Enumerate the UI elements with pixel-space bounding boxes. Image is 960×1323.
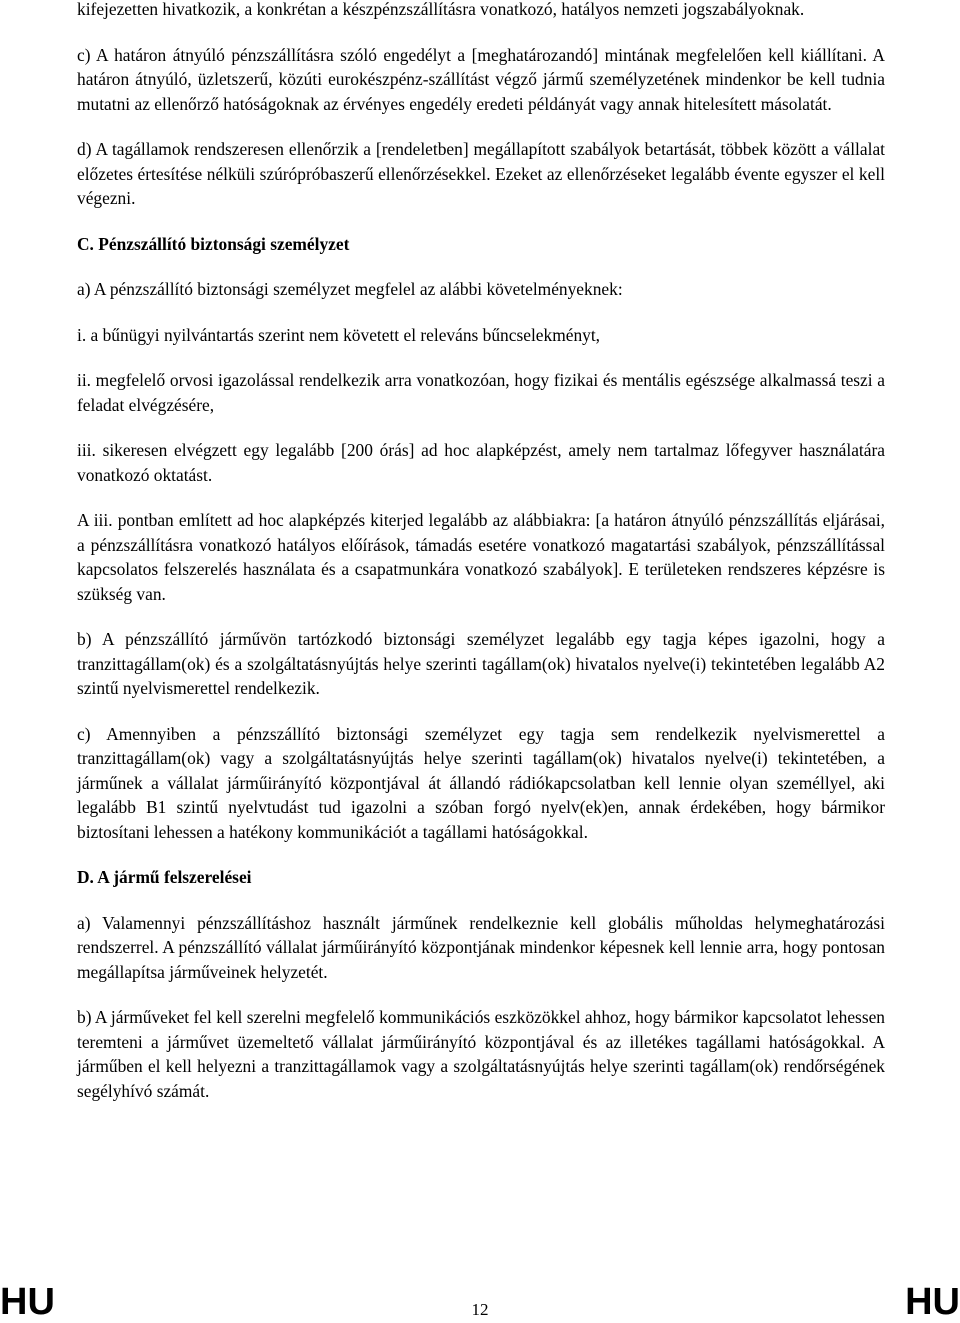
- paragraph-d-a: a) Valamennyi pénzszállításhoz használt járműnek rendelkeznie kell globális műholdas helymeghatározási rendszerrel. A pénzszállító vállalat járműirányító központjának mindenkor képesnek kell lennie arra, hogy pontosan megállapítsa járműveinek helyzetét.: [77, 912, 885, 982]
- footer-language-right: HU: [905, 1281, 960, 1323]
- paragraph-c-b: b) A pénzszállító járművön tartózkodó biztonsági személyzet legalább egy tagja képes igazolni, hogy a tranzittagállam(ok) és a szolgáltatásnyújtás helye szerinti tagállam(ok) hivatalos nyelve(i) tekintetében legalább A2 szintű nyelvismerettel rendelkezik.: [77, 629, 885, 698]
- paragraph-c-license: c) A határon átnyúló pénzszállításra szóló engedélyt a [meghatározandó] mintának megfelelően kell kiállítani. A határon átnyúló, üzletszerű, közúti eurokészpénz-szállítást végző jármű személyzetének mindenkor be kell tudnia mutatni az ellenőrző hatóságoknak az érvényes engedély eredeti példányát vagy annak hitelesített másolatát.: [77, 44, 885, 114]
- document-page: [77, 0, 885, 1103]
- paragraph-c-a: a) A pénzszállító biztonsági személyzet megfelel az alábbi követelményeknek:: [77, 279, 623, 299]
- page-number: 12: [471, 1300, 489, 1319]
- paragraph-d-b: b) A járműveket fel kell szerelni megfelelő kommunikációs eszközökkel ahhoz, hogy bármikor kapcsolatot lehessen teremteni a járművet üzemeltető vállalat járműirányító központjával és az illetékes tagállami hatóságokkal. A járműben el kell helyezni a tranzittagállamok vagy a szolgáltatásnyújtás helye szerinti tagállam(ok) rendőrségének segélyhívó számát.: [77, 1007, 885, 1101]
- section-d-heading: D. A jármű felszerelései: [77, 867, 252, 887]
- paragraph-intro-continuation: kifejezetten hivatkozik, a konkrétan a készpénzszállításra vonatkozó, hatályos nemzeti jogszabályoknak.: [77, 0, 805, 19]
- paragraph-c-c: c) Amennyiben a pénzszállító biztonsági személyzet egy tagja sem rendelkezik nyelvismerettel a tranzittagállam(ok) vagy a szolgáltatásnyújtás helye szerinti tagállam(ok) hivatalos nyelve(i) tekintetében, a járműnek a vállalat járműirányító központjával át állandó rádiókapcsolatban kell lennie olyan személlyel, aki legalább B1 szintű nyelvtudást tud igazolni a szóban forgó nyelv(ek)en, annak érdekében, hogy bármikor biztosítani lehessen a hatékony kommunikációt a tagállami hatóságokkal.: [77, 723, 885, 842]
- section-c-heading: C. Pénzszállító biztonsági személyzet: [77, 233, 350, 254]
- paragraph-c-a-iii: iii. sikeresen elvégzett egy legalább [200 órás] ad hoc alapképzést, amely nem tartalmaz lőfegyver használatára vonatkozó oktatást.: [77, 440, 885, 485]
- paragraph-c-a-i: i. a bűnügyi nyilvántartás szerint nem követett el releváns bűncselekményt,: [77, 324, 601, 345]
- paragraph-c-a-ii: ii. megfelelő orvosi igazolással rendelkezik arra vonatkozóan, hogy fizikai és mentális egészsége alkalmassá teszi a feladat elvégzésére,: [77, 370, 885, 415]
- paragraph-d-inspections: d) A tagállamok rendszeresen ellenőrzik a [rendeletben] megállapított szabályok betartását, többek között a vállalat előzetes értesítése nélküli szúrópróbaszerű ellenőrzésekkel. Ezeket az ellenőrzéseket legalább évente egyszer el kell végezni.: [77, 139, 885, 208]
- paragraph-c-training: A iii. pontban említett ad hoc alapképzés kiterjed legalább az alábbiakra: [a határon átnyúló pénzszállítás eljárásai, a pénzszállításra vonatkozó hatályos előírások, támadás esetére vonatkozó magatartási szabályok, pénzszállítással kapcsolatos felszerelés használata és a csapatmunkára vonatkozó szabályok]. E területeken rendszeres képzésre is szükség van.: [77, 510, 885, 604]
- footer-language-left: HU: [0, 1281, 55, 1323]
